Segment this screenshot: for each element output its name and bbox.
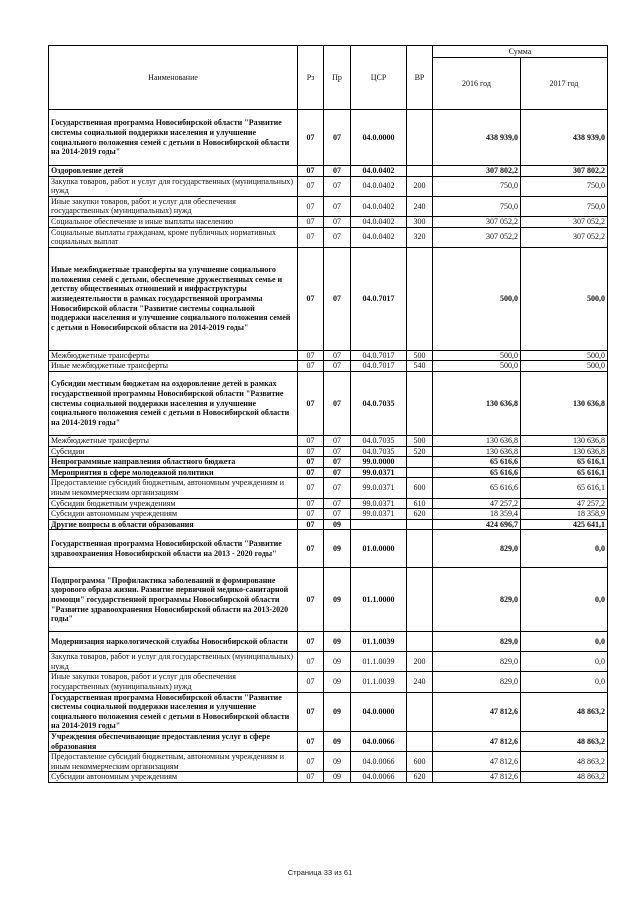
cell-2016: 500,0: [433, 350, 521, 361]
header-pr: Пр: [324, 46, 351, 110]
cell-csr: 04.0.0066: [351, 752, 407, 772]
header-vr: ВР: [407, 46, 433, 110]
cell-2017: 307 052,2: [521, 227, 608, 247]
budget-table: [48, 45, 608, 783]
cell-rz: 07: [298, 166, 324, 177]
cell-vr: [407, 530, 433, 568]
cell-pr: 07: [324, 509, 351, 520]
cell-name: Субсидии автономным учреждениям: [49, 509, 298, 520]
table-row: [49, 166, 608, 177]
cell-2017: 0,0: [521, 568, 608, 632]
cell-csr: 01.1.0039: [351, 652, 407, 672]
table-row: [49, 110, 608, 166]
cell-vr: [407, 247, 433, 350]
cell-2017: 47 257,2: [521, 498, 608, 509]
cell-vr: [407, 166, 433, 177]
cell-csr: 99.0.0371: [351, 478, 407, 498]
cell-pr: 09: [324, 692, 351, 731]
cell-2016: 130 636,8: [433, 446, 521, 457]
cell-vr: [407, 632, 433, 652]
cell-2017: 48 863,2: [521, 732, 608, 752]
cell-name: Непрограммные направления областного бюджета: [49, 457, 298, 468]
table-row: [49, 371, 608, 435]
table-row: [49, 176, 608, 196]
cell-rz: 07: [298, 530, 324, 568]
cell-2016: 47 812,6: [433, 772, 521, 783]
cell-pr: 07: [324, 457, 351, 468]
cell-vr: 600: [407, 478, 433, 498]
cell-rz: 07: [298, 519, 324, 530]
cell-name: Межбюджетные трансферты: [49, 350, 298, 361]
table-row: [49, 435, 608, 446]
cell-rz: 07: [298, 478, 324, 498]
cell-2016: 500,0: [433, 247, 521, 350]
cell-2016: 65 616,6: [433, 467, 521, 478]
header-year-2016: 2016 год: [433, 58, 521, 110]
cell-name: Предоставление субсидий бюджетным, автономным учреждениям и иным некоммерческим организациям: [49, 752, 298, 772]
cell-name: Государственная программа Новосибирской области "Развитие системы социальной поддержки населения и улучшение социального положения семей с детьми в Новосибирской области на 2014-2019 годы": [49, 110, 298, 166]
cell-name: Подпрограмма "Профилактика заболеваний и формирование здорового образа жизни. Развитие первичной медико-санитарной помощи" государственной программы Новосибирской области "Развитие здравоохранения Новосибирской области на 2013-2020 годы": [49, 568, 298, 632]
cell-csr: 99.0.0371: [351, 467, 407, 478]
cell-2016: 18 359,4: [433, 509, 521, 520]
header-year-2017: 2017 год: [521, 58, 608, 110]
cell-2017: 438 939,0: [521, 110, 608, 166]
cell-2017: 425 641,1: [521, 519, 608, 530]
cell-2016: 750,0: [433, 176, 521, 196]
cell-rz: 07: [298, 509, 324, 520]
table-row: [49, 732, 608, 752]
cell-rz: 07: [298, 457, 324, 468]
cell-pr: 09: [324, 652, 351, 672]
cell-pr: 07: [324, 196, 351, 216]
cell-pr: 09: [324, 530, 351, 568]
cell-rz: 07: [298, 247, 324, 350]
cell-rz: 07: [298, 632, 324, 652]
header-name: Наименование: [49, 46, 298, 110]
cell-csr: 04.0.7017: [351, 247, 407, 350]
table-row: [49, 227, 608, 247]
cell-name: Другие вопросы в области образования: [49, 519, 298, 530]
table-row: [49, 457, 608, 468]
page-number: Страница 33 из 61: [287, 868, 353, 877]
table-row: [49, 530, 608, 568]
cell-name: Социальное обеспечение и иные выплаты населению: [49, 216, 298, 227]
cell-vr: [407, 457, 433, 468]
cell-2017: 0,0: [521, 652, 608, 672]
cell-2017: 750,0: [521, 196, 608, 216]
cell-2016: 829,0: [433, 568, 521, 632]
cell-pr: 09: [324, 632, 351, 652]
cell-2016: 307 802,2: [433, 166, 521, 177]
cell-rz: 07: [298, 732, 324, 752]
cell-vr: 520: [407, 446, 433, 457]
cell-vr: 540: [407, 361, 433, 372]
header-rz: Рз: [298, 46, 324, 110]
cell-csr: 99.0.0000: [351, 457, 407, 468]
cell-vr: 610: [407, 498, 433, 509]
cell-2016: 829,0: [433, 530, 521, 568]
cell-rz: 07: [298, 652, 324, 672]
cell-pr: 07: [324, 478, 351, 498]
cell-2017: 48 863,2: [521, 772, 608, 783]
cell-name: Иные межбюджетные трансферты: [49, 361, 298, 372]
table-row: [49, 446, 608, 457]
cell-2017: 0,0: [521, 672, 608, 692]
cell-pr: 07: [324, 498, 351, 509]
cell-pr: 07: [324, 350, 351, 361]
cell-2017: 65 616,1: [521, 467, 608, 478]
cell-csr: 01.0.0000: [351, 530, 407, 568]
cell-csr: [351, 519, 407, 530]
cell-csr: 04.0.0000: [351, 692, 407, 731]
cell-vr: 500: [407, 350, 433, 361]
cell-2016: 47 812,6: [433, 732, 521, 752]
cell-2017: 500,0: [521, 247, 608, 350]
cell-2016: 750,0: [433, 196, 521, 216]
cell-2017: 65 616,1: [521, 457, 608, 468]
cell-csr: 04.0.0066: [351, 732, 407, 752]
cell-rz: 07: [298, 350, 324, 361]
cell-csr: 04.0.0402: [351, 166, 407, 177]
cell-csr: 01.1.0039: [351, 672, 407, 692]
table-row: [49, 498, 608, 509]
cell-name: Иные закупки товаров, работ и услуг для обеспечения государственных (муниципальных) нужд: [49, 196, 298, 216]
cell-rz: 07: [298, 446, 324, 457]
cell-csr: 04.0.7017: [351, 361, 407, 372]
cell-vr: 500: [407, 435, 433, 446]
cell-2017: 307 052,2: [521, 216, 608, 227]
cell-pr: 09: [324, 568, 351, 632]
cell-name: Государственная программа Новосибирской области "Развитие здравоохранения Новосибирской области на 2013 - 2020 годы": [49, 530, 298, 568]
cell-2016: 438 939,0: [433, 110, 521, 166]
cell-csr: 04.0.0402: [351, 227, 407, 247]
cell-rz: 07: [298, 672, 324, 692]
cell-name: Мероприятия в сфере молодежной политики: [49, 467, 298, 478]
cell-csr: 04.0.7035: [351, 371, 407, 435]
cell-2017: 48 863,2: [521, 692, 608, 731]
cell-csr: 04.0.7035: [351, 435, 407, 446]
table-row: [49, 519, 608, 530]
cell-pr: 07: [324, 467, 351, 478]
cell-pr: 07: [324, 371, 351, 435]
cell-csr: 99.0.0371: [351, 509, 407, 520]
cell-2016: 47 812,6: [433, 752, 521, 772]
cell-vr: 300: [407, 216, 433, 227]
cell-pr: 07: [324, 435, 351, 446]
table-body: [49, 110, 608, 783]
cell-name: Субсидии бюджетным учреждениям: [49, 498, 298, 509]
cell-rz: 07: [298, 110, 324, 166]
cell-rz: 07: [298, 435, 324, 446]
cell-rz: 07: [298, 498, 324, 509]
cell-name: Субсидии: [49, 446, 298, 457]
cell-rz: 07: [298, 216, 324, 227]
cell-name: Оздоровление детей: [49, 166, 298, 177]
table-row: [49, 196, 608, 216]
cell-csr: 01.1.0000: [351, 568, 407, 632]
cell-2017: 750,0: [521, 176, 608, 196]
cell-csr: 04.0.0402: [351, 216, 407, 227]
table-row: [49, 350, 608, 361]
table-row: [49, 361, 608, 372]
cell-name: Социальные выплаты гражданам, кроме публичных нормативных социальных выплат: [49, 227, 298, 247]
cell-name: Субсидии автономным учреждениям: [49, 772, 298, 783]
cell-rz: 07: [298, 692, 324, 731]
cell-name: Предоставление субсидий бюджетным, автономным учреждениям и иным некоммерческим организациям: [49, 478, 298, 498]
cell-csr: 04.0.0000: [351, 110, 407, 166]
cell-csr: 04.0.0066: [351, 772, 407, 783]
cell-rz: 07: [298, 361, 324, 372]
cell-rz: 07: [298, 752, 324, 772]
cell-name: Закупка товаров, работ и услуг для государственных (муниципальных) нужд: [49, 652, 298, 672]
cell-vr: 620: [407, 509, 433, 520]
cell-csr: 04.0.0402: [351, 176, 407, 196]
cell-pr: 07: [324, 110, 351, 166]
cell-pr: 09: [324, 772, 351, 783]
cell-csr: 04.0.7017: [351, 350, 407, 361]
cell-rz: 07: [298, 196, 324, 216]
cell-2017: 500,0: [521, 350, 608, 361]
cell-2017: 18 358,9: [521, 509, 608, 520]
cell-pr: 07: [324, 176, 351, 196]
table-row: [49, 652, 608, 672]
cell-rz: 07: [298, 467, 324, 478]
cell-vr: 200: [407, 176, 433, 196]
cell-pr: 07: [324, 446, 351, 457]
cell-2017: 65 616,1: [521, 478, 608, 498]
table-row: [49, 632, 608, 652]
cell-2016: 829,0: [433, 632, 521, 652]
cell-2016: 307 052,2: [433, 227, 521, 247]
cell-name: Иные межбюджетные трансферты на улучшение социального положения семей с детьми, обеспечение дружественных семье и детству общественных отношений и инфраструктуры жизнедеятельности в рамках государственной программы Новосибирской области "Развитие системы социальной поддержки населения и улучшение социального положения семей с детьми в Новосибирской области на 2014-2019 годы": [49, 247, 298, 350]
cell-2016: 65 616,6: [433, 457, 521, 468]
cell-pr: 07: [324, 247, 351, 350]
cell-rz: 07: [298, 176, 324, 196]
cell-vr: [407, 371, 433, 435]
header-sum: Сумма: [433, 46, 608, 58]
cell-2017: 130 636,8: [521, 371, 608, 435]
cell-csr: 04.0.7035: [351, 446, 407, 457]
cell-vr: [407, 732, 433, 752]
cell-vr: 620: [407, 772, 433, 783]
header-csr: ЦСР: [351, 46, 407, 110]
cell-name: Модернизация наркологической службы Новосибирской области: [49, 632, 298, 652]
table-row: [49, 772, 608, 783]
cell-pr: 07: [324, 227, 351, 247]
cell-vr: [407, 110, 433, 166]
cell-vr: [407, 568, 433, 632]
table-row: [49, 216, 608, 227]
cell-csr: 01.1.0039: [351, 632, 407, 652]
cell-csr: 99.0.0371: [351, 498, 407, 509]
cell-vr: 200: [407, 652, 433, 672]
cell-rz: 07: [298, 227, 324, 247]
cell-rz: 07: [298, 568, 324, 632]
cell-2016: 829,0: [433, 672, 521, 692]
cell-2016: 424 696,7: [433, 519, 521, 530]
cell-name: Межбюджетные трансферты: [49, 435, 298, 446]
cell-2017: 500,0: [521, 361, 608, 372]
cell-2016: 130 636,8: [433, 371, 521, 435]
cell-rz: 07: [298, 772, 324, 783]
cell-2016: 47 812,6: [433, 692, 521, 731]
cell-2016: 307 052,2: [433, 216, 521, 227]
cell-2017: 0,0: [521, 530, 608, 568]
cell-pr: 09: [324, 752, 351, 772]
cell-name: Субсидии местным бюджетам на оздоровление детей в рамках государственной программы Новосибирской области "Развитие системы социальной поддержки населения и улучшение социального положения семей с детьми в Новосибирской области на 2014-2019 годы": [49, 371, 298, 435]
cell-name: Закупка товаров, работ и услуг для государственных (муниципальных) нужд: [49, 176, 298, 196]
table-row: [49, 509, 608, 520]
cell-2017: 0,0: [521, 632, 608, 652]
table-row: [49, 568, 608, 632]
cell-pr: 07: [324, 166, 351, 177]
cell-name: Государственная программа Новосибирской области "Развитие системы социальной поддержки населения и улучшение социального положения семей с детьми в Новосибирской области на 2014-2019 годы": [49, 692, 298, 731]
table-row: [49, 752, 608, 772]
table-row: [49, 672, 608, 692]
cell-2016: 829,0: [433, 652, 521, 672]
cell-2017: 130 636,8: [521, 446, 608, 457]
cell-vr: [407, 692, 433, 731]
cell-2016: 47 257,2: [433, 498, 521, 509]
cell-vr: [407, 519, 433, 530]
cell-pr: 07: [324, 216, 351, 227]
table-row: [49, 692, 608, 731]
cell-csr: 04.0.0402: [351, 196, 407, 216]
cell-vr: 240: [407, 196, 433, 216]
cell-vr: 320: [407, 227, 433, 247]
cell-pr: 09: [324, 732, 351, 752]
table-row: [49, 467, 608, 478]
cell-2017: 48 863,2: [521, 752, 608, 772]
cell-vr: 600: [407, 752, 433, 772]
cell-name: Учреждения обеспечивающие предоставления услуг в сфере образования: [49, 732, 298, 752]
cell-pr: 09: [324, 672, 351, 692]
cell-2017: 307 802,2: [521, 166, 608, 177]
cell-vr: 240: [407, 672, 433, 692]
cell-pr: 07: [324, 361, 351, 372]
cell-rz: 07: [298, 371, 324, 435]
table-row: [49, 247, 608, 350]
cell-2016: 65 616,6: [433, 478, 521, 498]
table-row: [49, 478, 608, 498]
cell-vr: [407, 467, 433, 478]
cell-2017: 130 636,8: [521, 435, 608, 446]
cell-2016: 130 636,8: [433, 435, 521, 446]
cell-2016: 500,0: [433, 361, 521, 372]
cell-name: Иные закупки товаров, работ и услуг для обеспечения государственных (муниципальных) нужд: [49, 672, 298, 692]
cell-pr: 09: [324, 519, 351, 530]
